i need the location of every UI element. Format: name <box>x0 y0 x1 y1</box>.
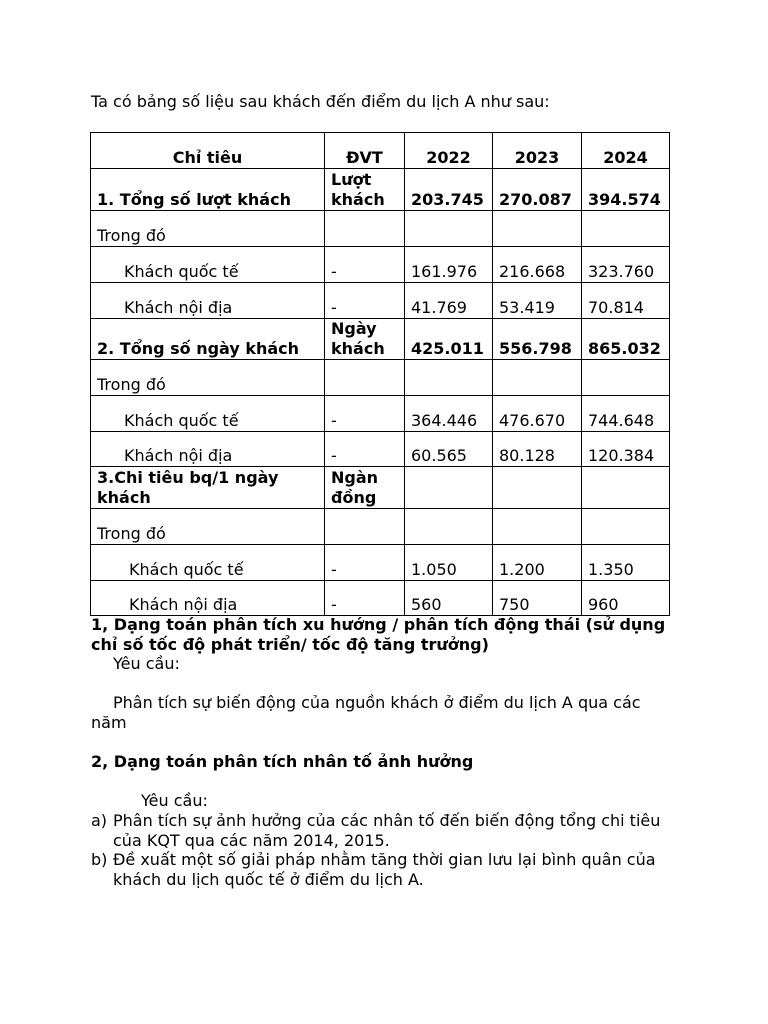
list-marker: a) <box>91 811 108 830</box>
cell-2023 <box>493 211 582 247</box>
cell-2022: 161.976 <box>405 247 493 283</box>
row-unit: - <box>325 283 405 319</box>
row-label: Trong đó <box>91 509 325 545</box>
header-indicator: Chỉ tiêu <box>91 133 325 169</box>
tourism-data-table <box>90 132 670 616</box>
cell-2022: 425.011 <box>405 319 493 360</box>
row-unit <box>325 509 405 545</box>
cell-2024: 70.814 <box>582 283 670 319</box>
row-label: Khách nội địa <box>91 283 325 319</box>
cell-2023: 270.087 <box>493 169 582 211</box>
cell-2023: 1.200 <box>493 545 582 581</box>
table-row <box>91 211 670 247</box>
cell-2022 <box>405 360 493 396</box>
table-row <box>91 467 670 509</box>
row-label: Trong đó <box>91 360 325 396</box>
table-row <box>91 396 670 432</box>
row-label: Khách nội địa <box>91 432 325 467</box>
cell-2024: 960 <box>582 581 670 616</box>
table-row <box>91 509 670 545</box>
intro-text: Ta có bảng số liệu sau khách đến điểm du lịch A như sau: <box>91 92 550 111</box>
row-unit: Ngàn đồng <box>325 467 405 509</box>
table-row <box>91 319 670 360</box>
section-1-request-label: Yêu cầu: <box>113 654 180 673</box>
row-label: Trong đó <box>91 211 325 247</box>
row-label: 2. Tổng số ngày khách <box>91 319 325 360</box>
row-label: Khách quốc tế <box>91 247 325 283</box>
cell-2024: 865.032 <box>582 319 670 360</box>
row-label: Khách quốc tế <box>91 396 325 432</box>
section-1-title: 1, Dạng toán phân tích xu hướng / phân tích động thái (sử dụng chỉ số tốc độ phát triển/ tốc độ tăng trưởng) <box>91 615 666 654</box>
list-marker: b) <box>91 850 108 869</box>
table-row <box>91 360 670 396</box>
cell-2023: 556.798 <box>493 319 582 360</box>
row-unit <box>325 211 405 247</box>
list-item <box>91 850 673 890</box>
cell-2024 <box>582 360 670 396</box>
header-2024: 2024 <box>582 133 670 169</box>
cell-2022: 1.050 <box>405 545 493 581</box>
cell-2023: 80.128 <box>493 432 582 467</box>
section-2-title: 2, Dạng toán phân tích nhân tố ảnh hưởng <box>91 752 474 771</box>
row-unit: Lượt khách <box>325 169 405 211</box>
cell-2022: 60.565 <box>405 432 493 467</box>
cell-2022: 41.769 <box>405 283 493 319</box>
row-unit: - <box>325 545 405 581</box>
row-label: Khách nội địa <box>91 581 325 616</box>
cell-2024 <box>582 211 670 247</box>
cell-2023: 750 <box>493 581 582 616</box>
cell-2023 <box>493 467 582 509</box>
cell-2022: 364.446 <box>405 396 493 432</box>
cell-2023 <box>493 360 582 396</box>
section-2-request-label: Yêu cầu: <box>141 791 208 810</box>
cell-2024: 744.648 <box>582 396 670 432</box>
cell-2022: 203.745 <box>405 169 493 211</box>
cell-2023 <box>493 509 582 545</box>
table-row <box>91 432 670 467</box>
header-2022: 2022 <box>405 133 493 169</box>
cell-2024 <box>582 509 670 545</box>
row-unit: Ngày khách <box>325 319 405 360</box>
cell-2024: 394.574 <box>582 169 670 211</box>
cell-2022 <box>405 211 493 247</box>
table-row <box>91 581 670 616</box>
list-item-text: Đề xuất một số giải pháp nhằm tăng thời gian lưu lại bình quân của khách du lịch quốc tế ở điểm du lịch A. <box>113 850 656 889</box>
row-unit: - <box>325 581 405 616</box>
row-label: 3.Chi tiêu bq/1 ngày khách <box>91 467 325 509</box>
header-unit: ĐVT <box>325 133 405 169</box>
cell-2024: 120.384 <box>582 432 670 467</box>
section-1-request-text: Phân tích sự biến động của nguồn khách ở điểm du lịch A qua các năm <box>91 693 641 732</box>
table-row <box>91 283 670 319</box>
table-row <box>91 247 670 283</box>
row-label: Khách quốc tế <box>91 545 325 581</box>
cell-2024: 1.350 <box>582 545 670 581</box>
list-item <box>91 811 673 851</box>
cell-2023: 216.668 <box>493 247 582 283</box>
table-header-row <box>91 133 670 169</box>
cell-2024: 323.760 <box>582 247 670 283</box>
row-unit: - <box>325 432 405 467</box>
cell-2022 <box>405 467 493 509</box>
row-unit: - <box>325 247 405 283</box>
row-unit: - <box>325 396 405 432</box>
cell-2022 <box>405 509 493 545</box>
cell-2022: 560 <box>405 581 493 616</box>
cell-2023: 53.419 <box>493 283 582 319</box>
cell-2024 <box>582 467 670 509</box>
list-item-text: Phân tích sự ảnh hưởng của các nhân tố đến biến động tổng chi tiêu của KQT qua các năm 2014, 2015. <box>113 811 661 850</box>
row-unit <box>325 360 405 396</box>
cell-2023: 476.670 <box>493 396 582 432</box>
table-row <box>91 545 670 581</box>
header-2023: 2023 <box>493 133 582 169</box>
table-row <box>91 169 670 211</box>
row-label: 1. Tổng số lượt khách <box>91 169 325 211</box>
